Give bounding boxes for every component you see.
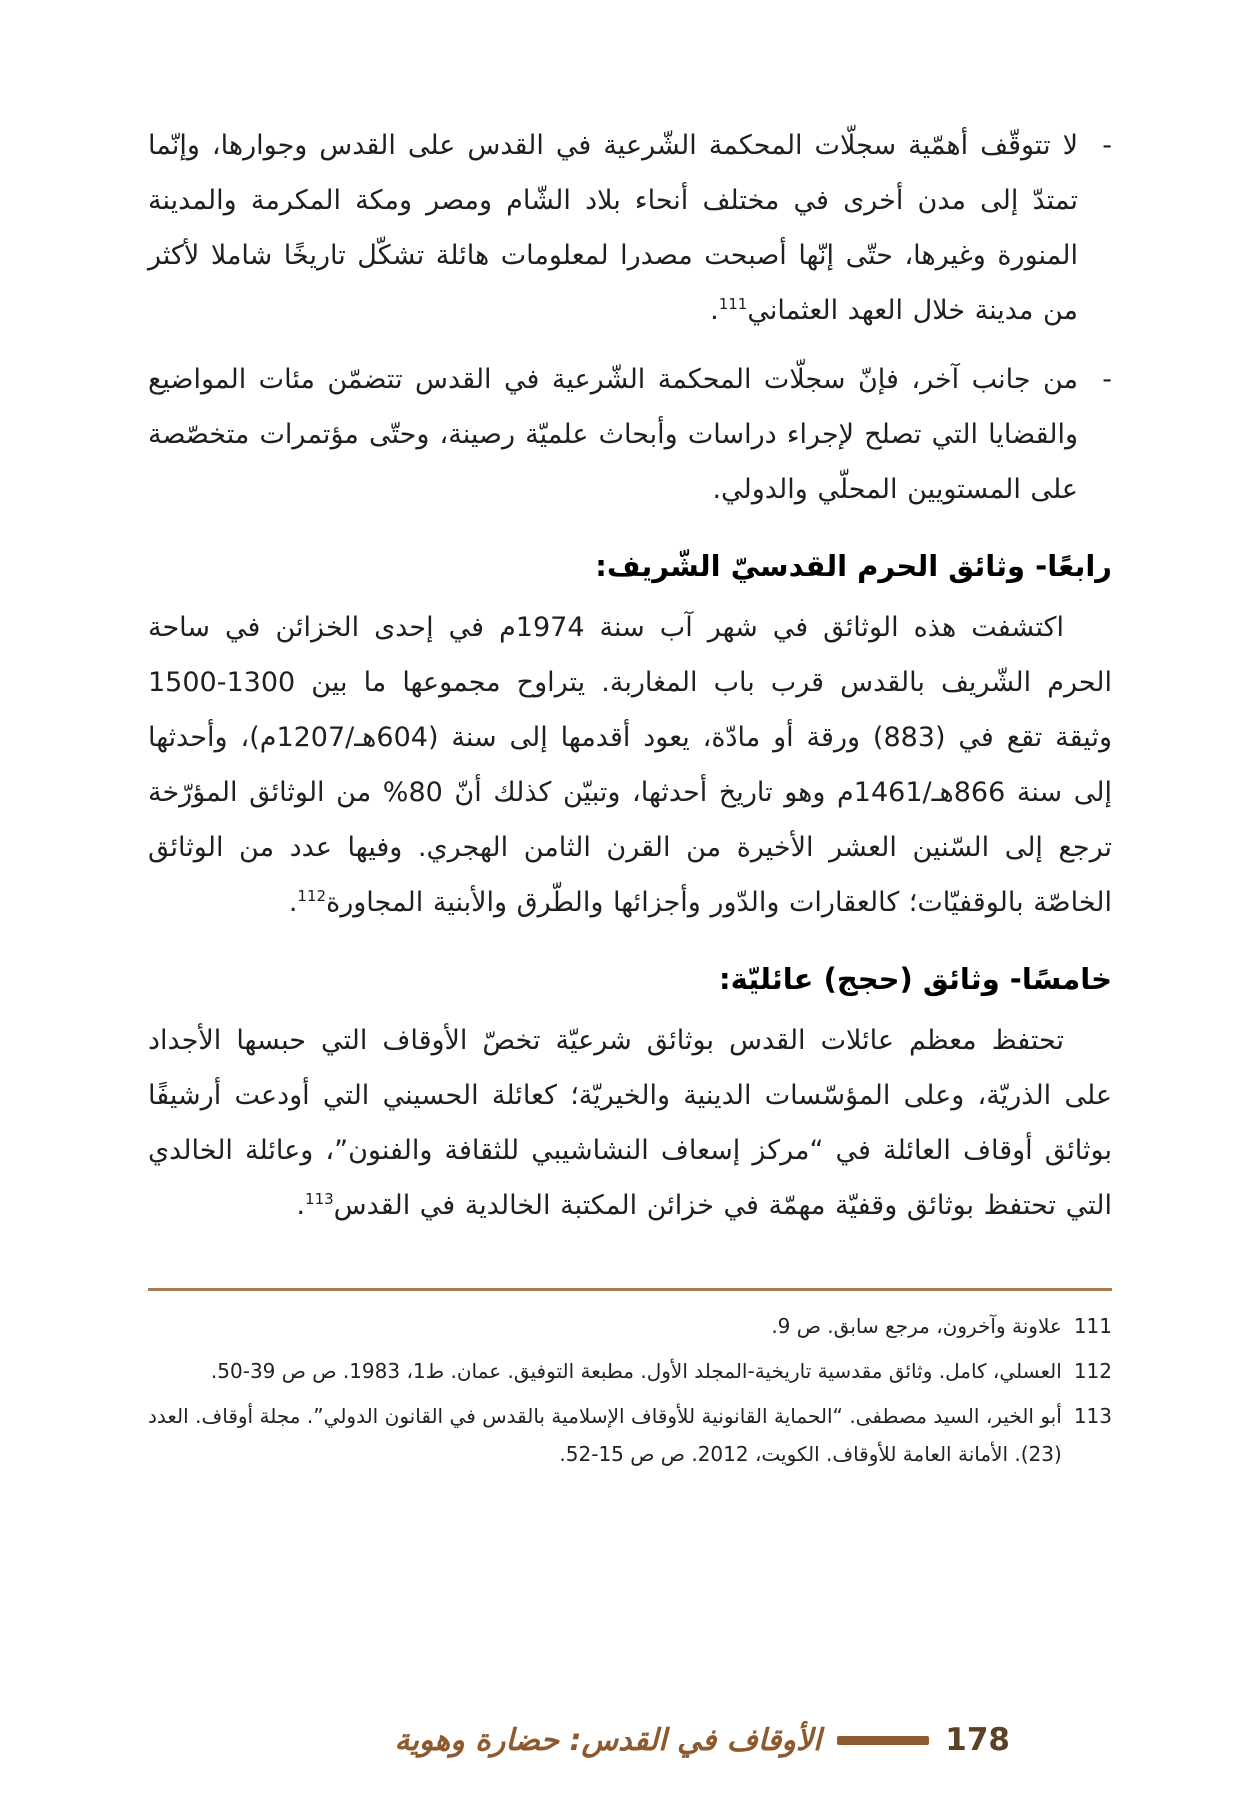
bullet-dash: - bbox=[1102, 130, 1112, 161]
footnote-text: أبو الخير، السيد مصطفى. “الحماية القانونية للأوقاف الإسلامية بالقدس في القانون الدولي”. مجلة أوقاف. العدد (23). الأمانة العامة للأوقاف. الكويت، 2012. ص ص 15-52. bbox=[148, 1404, 1062, 1466]
footnote-number: 111 bbox=[1073, 1314, 1112, 1338]
footer-rule bbox=[837, 1736, 929, 1745]
bullet-text bbox=[148, 352, 1078, 517]
section-paragraph bbox=[148, 1013, 1112, 1233]
footnotes-section bbox=[148, 1288, 1112, 1480]
book-title: الأوقاف في القدس: حضارة وهوية bbox=[394, 1722, 822, 1758]
paragraph-tail: . bbox=[288, 887, 298, 918]
bullet-body: من جانب آخر، فإنّ سجلّات المحكمة الشّرعية في القدس تتضمّن مئات المواضيع والقضايا التي تصلح لإجراء دراسات وأبحاث علميّة رصينة، وحتّى مؤتمرات متخصّصة على المستويين المحلّي والدولي. bbox=[148, 364, 1078, 505]
bullet-tail: . bbox=[710, 295, 719, 326]
page-number: 178 bbox=[945, 1722, 1010, 1758]
footnote bbox=[148, 1352, 1112, 1390]
paragraph-tail: . bbox=[296, 1190, 306, 1221]
bullet-body: لا تتوقّف أهمّية سجلّات المحكمة الشّرعية في القدس على القدس وجوارها، وإنّما تمتدّ إلى مدن أخرى في مختلف أنحاء بلاد الشّام ومصر ومكة المكرمة والمدينة المنورة وغيرها، حتّى إنّها أصبحت مصدرا لمعلومات هائلة تشكّل تاريخًا شاملا لأكثر من مدينة خلال العهد العثماني bbox=[148, 130, 1078, 326]
footnote-separator bbox=[148, 1288, 1112, 1291]
bullet-dash: - bbox=[1102, 364, 1112, 395]
footnote bbox=[148, 1397, 1112, 1473]
section-paragraph bbox=[148, 600, 1112, 930]
footnote-ref-112: 112 bbox=[297, 887, 327, 905]
bullet-item bbox=[148, 352, 1112, 517]
footnote-ref-113: 113 bbox=[305, 1190, 334, 1208]
section-heading-family-documents: خامسًا- وثائق (حجج) عائليّة: bbox=[719, 962, 1112, 996]
footnote-ref-111: 111 bbox=[718, 295, 748, 313]
bullet-item bbox=[148, 118, 1112, 338]
paragraph-body: اكتشفت هذه الوثائق في شهر آب سنة 1974م في إحدى الخزائن في ساحة الحرم الشّريف بالقدس قرب باب المغاربة. يتراوح مجموعها ما بين 1300-1500 وثيقة تقع في (883) ورقة أو مادّة، يعود أقدمها إلى سنة (604هـ/1207م)، وأحدثها إلى سنة 866هـ/1461م وهو تاريخ أحدثها، وتبيّن كذلك أنّ 80% من الوثائق المؤرّخة ترجع إلى السّنين العشر الأخيرة من القرن الثامن الهجري. وفيها عدد من الوثائق الخاصّة بالوقفيّات؛ كالعقارات والدّور وأجزائها والطّرق والأبنية المجاورة bbox=[148, 612, 1113, 918]
footnote-number: 113 bbox=[1073, 1404, 1112, 1428]
footnote-text: العسلي، كامل. وثائق مقدسية تاريخية-المجلد الأول. مطبعة التوفيق. عمان. ط1، 1983. ص ص 39-50. bbox=[210, 1359, 1062, 1383]
paragraph-body: تحتفظ معظم عائلات القدس بوثائق شرعيّة تخصّ الأوقاف التي حبسها الأجداد على الذريّة، وعلى المؤسّسات الدينية والخيريّة؛ كعائلة الحسيني التي أودعت أرشيفًا بوثائق أوقاف العائلة في “مركز إسعاف النشاشيبي للثقافة والفنون”، وعائلة الخالدي التي تحتفظ بوثائق وقفيّة مهمّة في خزائن المكتبة الخالدية في القدس bbox=[148, 1025, 1112, 1221]
footnote-text: علاونة وآخرون، مرجع سابق. ص 9. bbox=[771, 1314, 1062, 1338]
bullet-text bbox=[148, 118, 1078, 338]
page-footer bbox=[394, 1722, 1010, 1758]
footnote-number: 112 bbox=[1073, 1359, 1112, 1383]
section-heading-haram-documents: رابعًا- وثائق الحرم القدسيّ الشّريف: bbox=[595, 549, 1112, 583]
footnote bbox=[148, 1307, 1112, 1345]
page-content bbox=[148, 118, 1112, 1233]
